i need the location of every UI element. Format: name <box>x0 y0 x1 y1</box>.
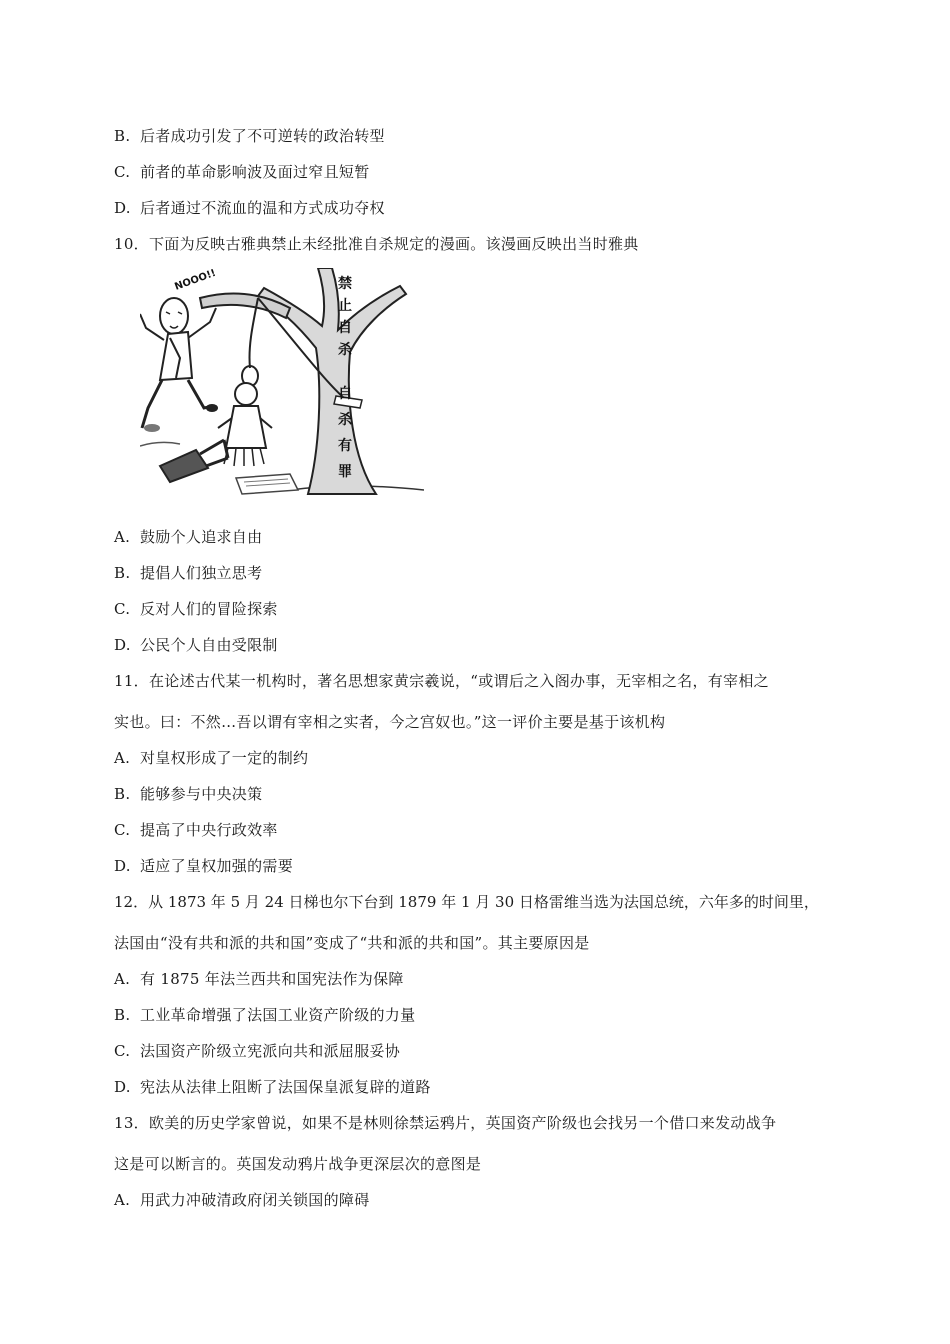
option-key: A. <box>114 970 131 988</box>
q9-option-c[interactable] <box>114 162 370 182</box>
option-text: 工业革命增强了法国工业资产阶级的力量 <box>140 1006 416 1024</box>
option-key: D. <box>114 1078 131 1096</box>
option-key: C. <box>114 1042 131 1060</box>
q9-option-d[interactable] <box>114 198 385 218</box>
q12-stem-line1: 12．从 1873 年 5 月 24 日梯也尔下台到 1879 年 1 月 30 日格雷维当选为法国总统，六年多的时间里， <box>114 893 819 911</box>
q10-option-d[interactable] <box>114 635 278 655</box>
q11-option-a[interactable] <box>114 748 308 768</box>
option-key: B. <box>114 127 131 145</box>
q12-option-d[interactable] <box>114 1077 431 1097</box>
option-key: D. <box>114 199 131 217</box>
q12-stem-line2: 法国由“没有共和派的共和国”变成了“共和派的共和国”。其主要原因是 <box>114 934 590 952</box>
option-text: 提倡人们独立思考 <box>140 564 263 582</box>
tree-sign-top-2: 止 <box>338 298 352 314</box>
q10-cartoon-image <box>140 268 424 498</box>
option-key: C. <box>114 163 131 181</box>
q13-stem-line2: 这是可以断言的。英国发动鸦片战争更深层次的意图是 <box>114 1155 482 1173</box>
q11-stem-line1: 11．在论述古代某一机构时，著名思想家黄宗羲说，“或谓后之入阁办事，无宰相之名，有宰相之 <box>114 672 769 690</box>
option-text: 对皇权形成了一定的制约 <box>140 749 309 767</box>
option-key: D. <box>114 857 131 875</box>
q12-option-a[interactable] <box>114 969 404 989</box>
q10-option-b[interactable] <box>114 563 262 583</box>
option-text: 后者通过不流血的温和方式成功夺权 <box>140 199 385 217</box>
option-text: 用武力冲破清政府闭关锁国的障碍 <box>140 1191 370 1209</box>
option-text: 提高了中央行政效率 <box>140 821 278 839</box>
q11-option-d[interactable] <box>114 856 293 876</box>
option-text: 有 1875 年法兰西共和国宪法作为保障 <box>140 970 404 988</box>
option-key: B. <box>114 785 131 803</box>
option-text: 能够参与中央决策 <box>140 785 263 803</box>
option-key: C. <box>114 600 131 618</box>
option-key: B. <box>114 564 131 582</box>
tree-sign-top-3: 自 <box>338 320 352 336</box>
q10-option-a[interactable] <box>114 527 262 547</box>
option-key: C. <box>114 821 131 839</box>
q9-option-b[interactable] <box>114 126 385 146</box>
tree-sign-top-4: 杀 <box>338 342 352 358</box>
q11-option-c[interactable] <box>114 820 278 840</box>
option-text: 反对人们的冒险探索 <box>140 600 278 618</box>
option-key: A. <box>114 1191 131 1209</box>
q13-stem-line1: 13．欧美的历史学家曾说，如果不是林则徐禁运鸦片，英国资产阶级也会找另一个借口来发动战争 <box>114 1114 777 1132</box>
option-text: 前者的革命影响波及面过窄且短暂 <box>140 163 370 181</box>
q10-stem: 10．下面为反映古雅典禁止未经批准自杀规定的漫画。该漫画反映出当时雅典 <box>114 235 639 253</box>
option-text: 适应了皇权加强的需要 <box>140 857 294 875</box>
q11-stem-line2: 实也。曰：不然…吾以谓有宰相之实者，今之宫奴也。”这一评价主要是基于该机构 <box>114 713 666 731</box>
option-key: A. <box>114 749 131 767</box>
option-text: 公民个人自由受限制 <box>140 636 278 654</box>
q12-option-c[interactable] <box>114 1041 400 1061</box>
tree-sign-top-1: 禁 <box>338 276 352 292</box>
option-text: 法国资产阶级立宪派向共和派屈服妥协 <box>140 1042 401 1060</box>
q10-option-c[interactable] <box>114 599 278 619</box>
tree-sign-bottom-1: 自 <box>338 386 352 402</box>
q11-option-b[interactable] <box>114 784 262 804</box>
option-text: 宪法从法律上阻断了法国保皇派复辟的道路 <box>140 1078 431 1096</box>
cartoon-exclaim-text: NOOO!! <box>173 268 218 293</box>
option-key: D. <box>114 636 131 654</box>
tree-sign-bottom-4: 罪 <box>338 464 352 480</box>
option-text: 鼓励个人追求自由 <box>140 528 263 546</box>
cartoon-illustration <box>140 268 424 498</box>
q12-option-b[interactable] <box>114 1005 415 1025</box>
tree-sign-bottom-2: 杀 <box>338 412 352 428</box>
q13-option-a[interactable] <box>114 1190 370 1210</box>
option-key: A. <box>114 528 131 546</box>
tree-sign-bottom-3: 有 <box>338 438 352 454</box>
option-key: B. <box>114 1006 131 1024</box>
option-text: 后者成功引发了不可逆转的政治转型 <box>140 127 385 145</box>
